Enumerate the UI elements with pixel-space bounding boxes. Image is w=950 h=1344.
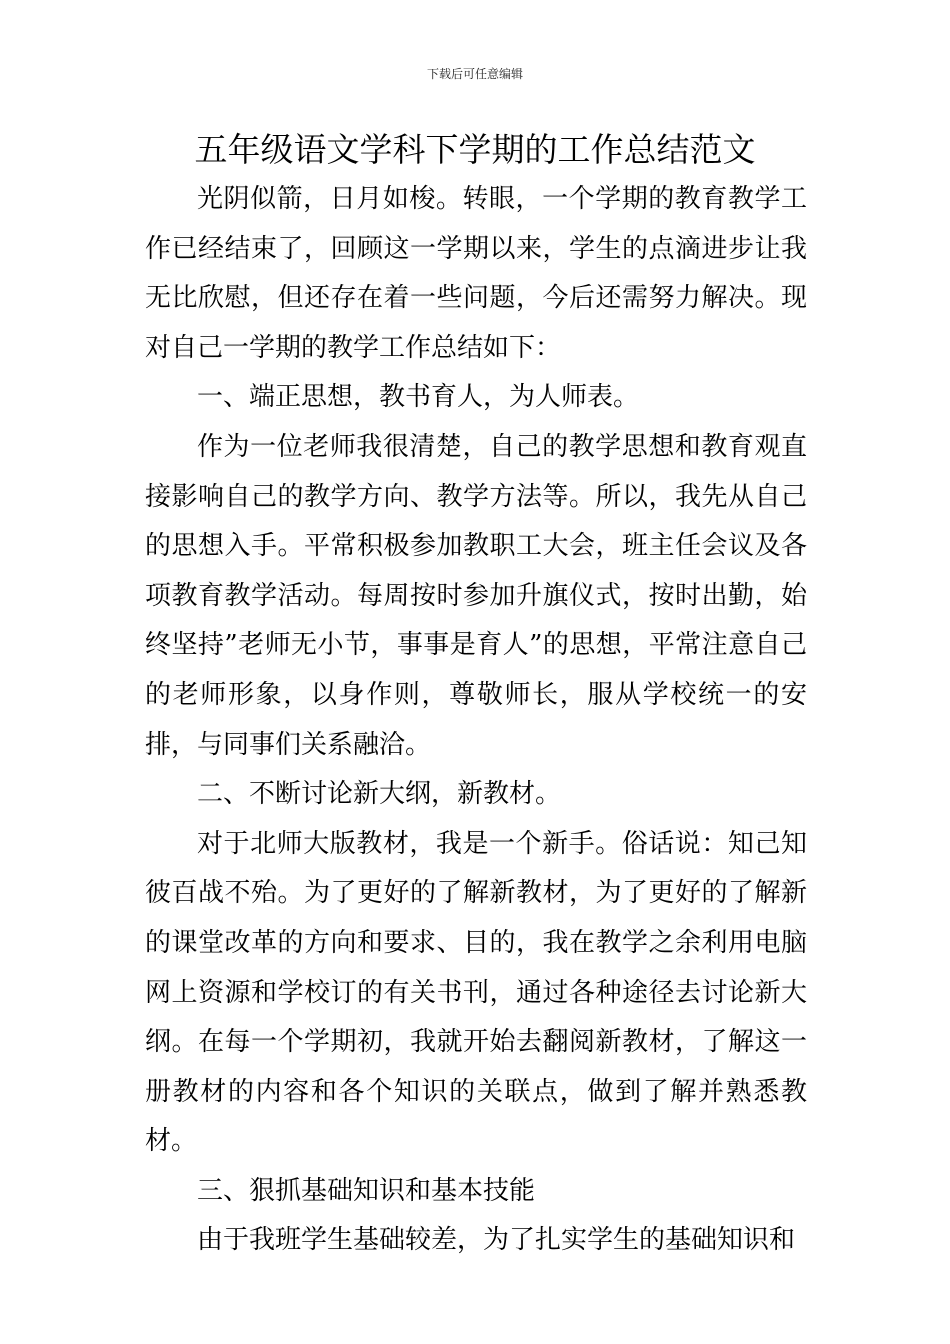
paragraph-intro: 光阴似箭，日月如梭。转眼，一个学期的教育教学工作已经结束了，回顾这一学期以来，学生的点滴进步让我无比欣慰，但还存在着一些问题，今后还需努力解决。现对自己一学期的教学工作总结如下： <box>145 184 807 363</box>
page-title: 五年级语文学科下学期的工作总结范文 <box>194 130 756 169</box>
document-body <box>145 175 807 1266</box>
section-heading-3: 三、狠抓基础知识和基本技能 <box>197 1175 536 1206</box>
paragraph-section-1: 作为一位老师我很清楚，自己的教学思想和教育观直接影响自己的教学方向、教学方法等。所以，我先从自己的思想入手。平常积极参加教职工大会，班主任会议及各项教育教学活动。每周按时参加升旗仪式，按时出勤，始终坚持”老师无小节，事事是育人”的思想，平常注意自己的老师形象，以身作则，尊敬师长，服从学校统一的安排，与同事们关系融洽。 <box>145 431 807 760</box>
paragraph-section-3: 由于我班学生基础较差，为了扎实学生的基础知识和 <box>197 1225 796 1256</box>
paragraph-section-2: 对于北师大版教材，我是一个新手。俗话说：知己知彼百战不殆。为了更好的了解新教材，为了更好的了解新的课堂改革的方向和要求、目的，我在教学之余利用电脑网上资源和学校订的有关书刊，通过各种途径去讨论新大纲。在每一个学期初，我就开始去翻阅新教材，了解这一册教材的内容和各个知识的关联点，做到了解并熟悉教材。 <box>145 828 807 1157</box>
header-note: 下载后可任意编辑 <box>426 67 523 81</box>
section-heading-1: 一、端正思想，教书育人，为人师表。 <box>197 382 640 413</box>
section-heading-2: 二、不断讨论新大纲，新教材。 <box>197 779 562 810</box>
